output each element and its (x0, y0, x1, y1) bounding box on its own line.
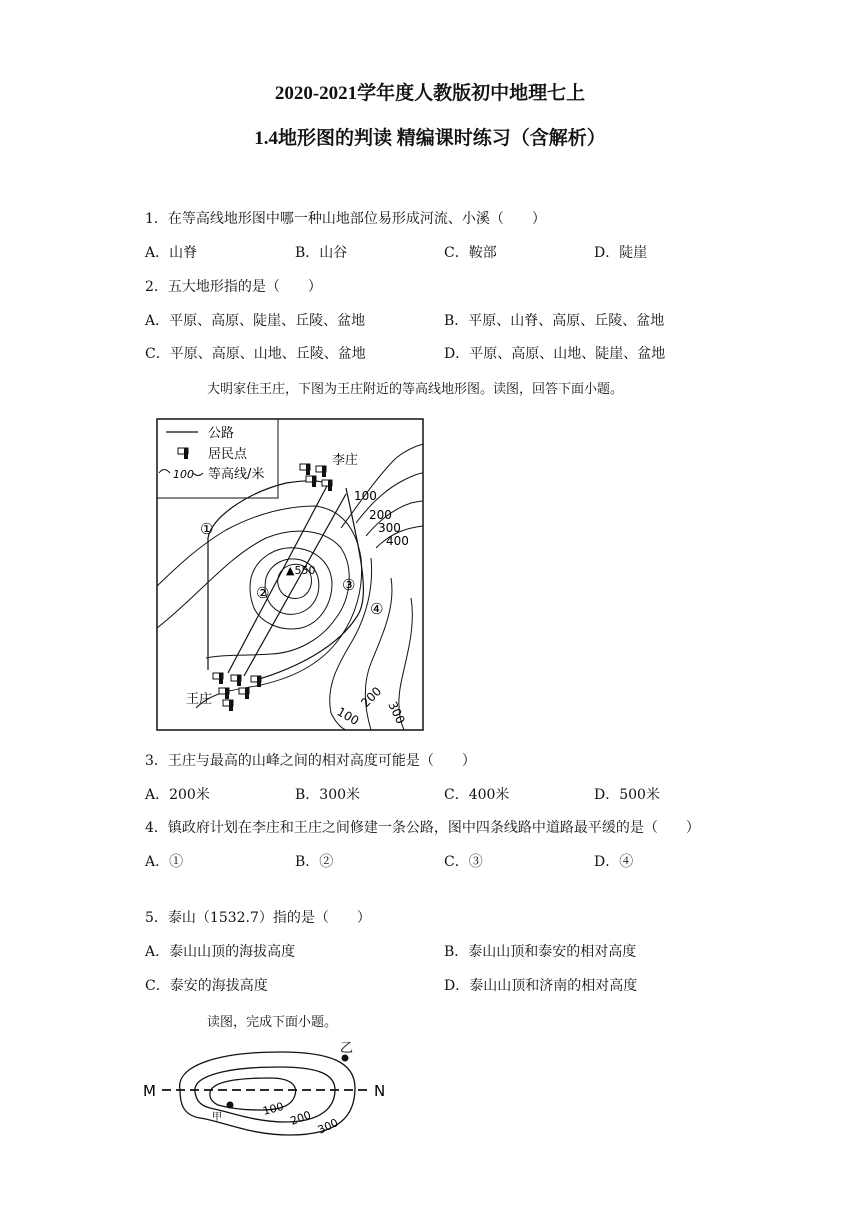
contour-300b-label: 300 (385, 699, 408, 727)
point-jia-label: 甲 (212, 1112, 222, 1123)
legend-road-label: 公路 (208, 426, 235, 441)
point-yi-label: 乙 (340, 1041, 354, 1056)
q1-option-a: A．山脊 (145, 245, 198, 261)
village-li-label: 李庄 (332, 453, 359, 468)
map2-contour-200-label: 200 (288, 1108, 313, 1128)
point-jia-marker (227, 1102, 234, 1109)
question-1-stem: 1．在等高线地形图中哪一种山地部位易形成河流、小溪（ ） (145, 211, 546, 227)
settlement-li-icon (300, 464, 332, 491)
point-n-label: N (374, 1082, 386, 1100)
legend-contour-label: 等高线/米 (208, 467, 265, 482)
page-title: 2020-2021学年度人教版初中地理七上 (274, 83, 586, 104)
legend-contour-value: 100 (173, 468, 194, 481)
contour-map-2 (140, 1040, 390, 1140)
reading-intro-1: 大明家住王庄，下图为王庄附近的等高线地形图。读图，回答下面小题。 (207, 382, 624, 397)
q2-option-b: B．平原、山脊、高原、丘陵、盆地 (444, 313, 665, 329)
q2-option-a: A．平原、高原、陡崖、丘陵、盆地 (145, 313, 366, 329)
route-4-label: ④ (370, 600, 384, 618)
village-wang-label: 王庄 (186, 692, 213, 707)
route-2-label: ② (256, 584, 270, 602)
route-3-label: ③ (342, 576, 356, 594)
settlement-icon (178, 448, 188, 459)
peak-label: ▲550 (286, 564, 316, 577)
q3-option-c: C．400米 (444, 787, 510, 803)
question-4-stem: 4．镇政府计划在李庄和王庄之间修建一条公路，图中四条线路中道路最平缓的是（ ） (145, 820, 700, 836)
contour-map-1 (156, 418, 426, 733)
contour-100-label: 100 (354, 489, 377, 503)
map2-contour-100-label: 100 (261, 1099, 286, 1118)
legend-settlement-label: 居民点 (208, 447, 248, 462)
q2-option-d: D．平原、高原、山地、陡崖、盆地 (444, 346, 666, 362)
q5-option-d: D．泰山山顶和济南的相对高度 (444, 978, 638, 994)
q3-option-a: A．200米 (145, 787, 210, 803)
q4-option-c: C．③ (444, 854, 483, 870)
q4-option-a: A．① (145, 854, 184, 870)
route-1-label: ① (200, 520, 214, 538)
contour-300-label: 300 (378, 521, 401, 535)
q5-option-a: A．泰山山顶的海拔高度 (145, 944, 296, 960)
contour-400-label: 400 (386, 534, 409, 548)
contour-200b-label: 200 (358, 684, 385, 711)
settlement-wang-icon (213, 673, 261, 711)
q5-option-b: B．泰山山顶和泰安的相对高度 (444, 944, 637, 960)
question-3-stem: 3．王庄与最高的山峰之间的相对高度可能是（ ） (145, 753, 476, 769)
q1-option-c: C．鞍部 (444, 245, 497, 261)
contour-200-label: 200 (369, 508, 392, 522)
point-m-label: M (143, 1082, 156, 1100)
q5-option-c: C．泰安的海拔高度 (145, 978, 268, 994)
question-5-stem: 5．泰山（1532.7）指的是（ ） (145, 910, 371, 926)
contour-100b-label: 100 (334, 704, 362, 729)
q4-option-b: B．② (295, 854, 334, 870)
question-2-stem: 2．五大地形指的是（ ） (145, 279, 322, 295)
q4-option-d: D．④ (594, 854, 634, 870)
reading-intro-2: 读图，完成下面小题。 (207, 1015, 338, 1030)
q3-option-d: D．500米 (594, 787, 660, 803)
map2-contour-300-label: 300 (315, 1116, 341, 1137)
page-subtitle: 1.4地形图的判读 精编课时练习（含解析） (254, 128, 606, 149)
q1-option-d: D．陡崖 (594, 245, 648, 261)
q2-option-c: C．平原、高原、山地、丘陵、盆地 (145, 346, 366, 362)
q3-option-b: B．300米 (295, 787, 361, 803)
q1-option-b: B．山谷 (295, 245, 348, 261)
